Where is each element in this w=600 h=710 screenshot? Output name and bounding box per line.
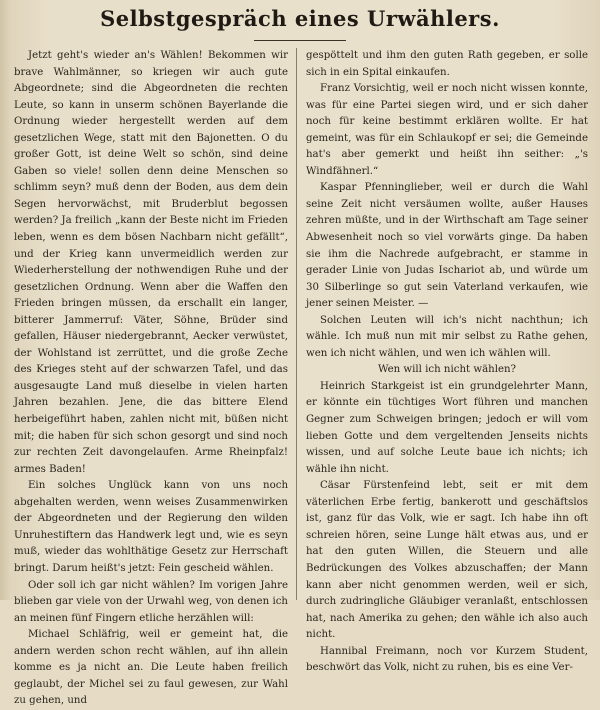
paragraph: Michael Schläfrig, weil er gemeint hat, die andern werden schon recht wählen, auf ihn allein komme es ja nicht an. Die Leute haben freilich geglaubt, der Michel sei zu faul gewesen, zur Wahl zu gehen, und [14,629,288,707]
paragraph: Oder soll ich gar nicht wählen? Im vorigen Jahre blieben gar viele von der Urwahl weg, von denen ich an meinen fünf Fingern etliche herzählen will: [14,579,288,624]
paragraph: Franz Vorsichtig, weil er noch nicht wissen konnte, was für eine Partei siegen wird, und er sich daher noch für keine bestimmt erklären wollte. Er hat gemeint, was für ein Schlaukopf er sei; die Gemeinde hat's aber gemerkt und heißt ihn seither: „'s Windfähnerl.“ [306,83,588,177]
paragraph: Solchen Leuten will ich's nicht nachthun; ich wähle. Ich muß nun mit mir selbst zu Rathe gehen, wen ich nicht wählen, und wen ich wählen will. [306,314,588,359]
paragraph: Jetzt geht's wieder an's Wählen! Bekommen wir brave Wahlmänner, so kriegen wir auch gute Abgeordnete; sind die Abgeordneten die rechten Leute, so kann in unserm schönen Bayerlande die Ordnung wieder hergestellt werden auf dem gesetzlichen Wege, statt mit den Bajonetten. O du großer Gott, ist deine Welt so schön, sind deine Gaben so viele! sollen denn deine Menschen so schlimm seyn? muß denn der Boden, aus dem dein Segen hervorwächst, mit Bruderblut begossen werden? Ja freilich „kann der Beste nicht im Frieden leben, wenn es dem bösen Nachbarn nicht gefällt“, und der Krieg kann unvermeidlich werden zur Wiederherstellung der nothwendigen Ruhe und der gesetzlichen Ordnung. Wenn aber die Waffen den Frieden bringen müssen, da erschallt ein langer, bitterer Jammerruf: Väter, Söhne, Brüder sind gefallen, Häuser niedergebrannt, Aecker verwüstet, der Wohlstand ist zerrüttet, und die große Zeche des Krieges steht auf der schwarzen Tafel, und das ausgesaugte Land muß dieselbe in vielen harten Jahren bezahlen. Jene, die das bittere Elend herbeigeführt haben, zahlen nicht mit, büßen nicht mit; die haben für sich schon gesorgt und sind noch zur rechten Zeit davongelaufen. Arme Rheinpfalz! armes Baden! [14,50,288,475]
title-underline [254,40,346,41]
right-text-column [306,48,588,677]
page-edge-shadow [0,0,10,600]
paragraph: Ein solches Unglück kann von uns noch abgehalten werden, wenn weises Zusammenwirken der Abgeordneten und der Regierung den wilden Unruhestiftern das Handwerk legt und, wie es seyn muß, wieder das wohlthätige Gesetz zur Herrschaft bringt. Darum heißt's jetzt: Fein gescheid wählen. [14,480,288,574]
paragraph: Cäsar Fürstenfeind lebt, seit er mit dem väterlichen Erbe fertig, bankerott und geschäftslos ist, ganz für das Volk, wie er sagt. Ich habe ihn oft schreien hören, seine Lunge hält etwas aus, und er hat den guten Willen, die Steuern und alle Bedrückungen des Volkes abzuschaffen; der Mann kann aber nicht genommen werden, weil er sich, durch zudringliche Gläubiger veranlaßt, entschlossen hat, nach Amerika zu gehen; den wähle ich also auch nicht. [306,480,588,641]
paragraph: Hannibal Freimann, noch vor Kurzem Student, beschwört das Volk, nicht zu ruhen, bis es eine Ver- [306,645,588,674]
paragraph: Heinrich Starkgeist ist ein grundgelehrter Mann, er könnte ein tüchtiges Wort führen und manchen Gegner zum Schweigen bringen; jedoch er will vom lieben Gotte und dem vergeltenden Jenseits nichts wissen, und auf solche Leute baue ich nichts; ich wähle ihn nicht. [306,380,588,475]
paragraph: Wen will ich nicht wählen? [377,364,517,376]
paragraph: gespöttelt und ihm den guten Rath gegeben, er solle sich in ein Spital einkaufen. [306,50,588,78]
left-text-column [14,48,288,710]
paragraph: Kaspar Pfenninglieber, weil er durch die Wahl seine Zeit nicht versäumen wollte, außer Hauses zehren müßte, und in der Wirthschaft am Tage seiner Abwesenheit noch so viel vorwärts ginge. Da haben sie ihm die Nachrede aufgebracht, er stamme in gerader Linie von Judas Ischariot ab, und würde um 30 Silberlinge so gut sein Vaterland verkaufen, wie jener seinen Meister. — [306,182,588,310]
article-title: Selbstgespräch eines Urwählers. [100,6,500,31]
column-divider [296,48,297,600]
